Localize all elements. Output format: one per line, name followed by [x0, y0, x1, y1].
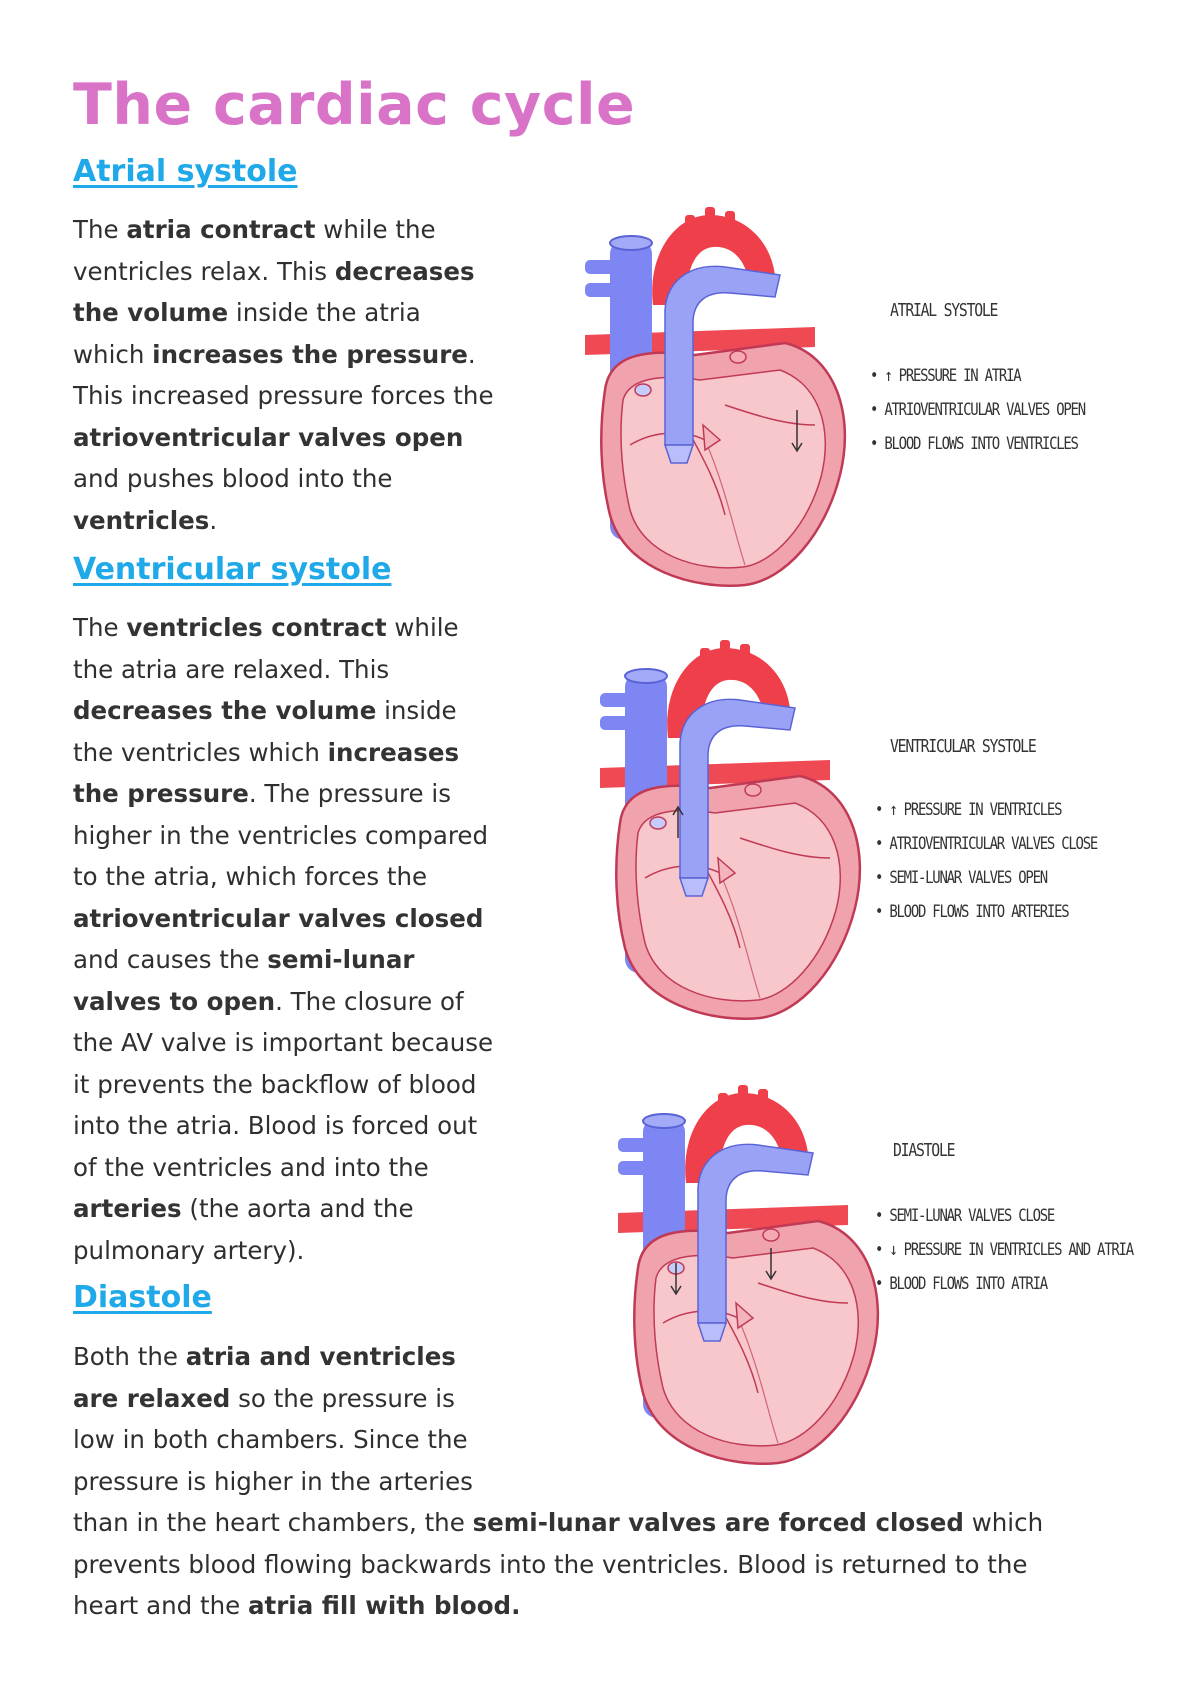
- paragraph-line: [73, 292, 494, 334]
- text-run: Both the: [73, 1342, 186, 1371]
- figure-bullet: • ↑ PRESSURE IN ATRIA: [870, 366, 1021, 386]
- paragraph-line: [73, 500, 494, 542]
- paragraph-line: [73, 1544, 1043, 1586]
- text-run: than in the heart chambers, the: [73, 1508, 473, 1537]
- text-run: heart and the: [73, 1591, 248, 1620]
- paragraph-line: [73, 1585, 1043, 1627]
- paragraph-line: [73, 1461, 1043, 1503]
- paragraph-line: [73, 815, 493, 857]
- paragraph-line: [73, 898, 493, 940]
- text-run: The: [73, 613, 127, 642]
- paragraph-line: [73, 251, 494, 293]
- paragraph-line: [73, 1105, 493, 1147]
- text-run: the ventricles which: [73, 737, 328, 767]
- text-run: to the atria, which forces the: [73, 862, 428, 891]
- text-run: prevents blood flowing backwards into the ventricles. Blood is returned to the: [73, 1549, 1028, 1579]
- paragraph-line: [73, 417, 494, 459]
- paragraph-line: [73, 1230, 493, 1272]
- text-run: while the: [315, 215, 436, 244]
- text-run: (the aorta and the: [181, 1194, 414, 1223]
- text-run: inside the atria: [228, 298, 421, 327]
- text-run: which: [73, 339, 153, 369]
- figure-bullet: • ↓ PRESSURE IN VENTRICLES AND ATRIA: [875, 1240, 1133, 1260]
- paragraph-line: [73, 334, 494, 376]
- text-run: higher in the ventricles compared: [73, 820, 489, 850]
- bold-text: semi-lunar valves are forced closed: [472, 1508, 964, 1537]
- bold-text: increases the pressure: [152, 339, 468, 369]
- figure-bullet: • ↑ PRESSURE IN VENTRICLES: [875, 800, 1062, 820]
- paragraph-line: [73, 939, 493, 981]
- paragraph-line: [73, 209, 494, 251]
- paragraph-line: [73, 1336, 1043, 1378]
- text-run: so the pressure is: [230, 1383, 455, 1413]
- text-run: pulmonary artery).: [73, 1235, 305, 1265]
- heart-diagram-diastole: [618, 1093, 888, 1473]
- paragraph-line: [73, 649, 493, 691]
- paragraph-atrial-systole: [73, 209, 494, 541]
- paragraph-line: [73, 1502, 1043, 1544]
- text-run: the atria are relaxed. This: [73, 654, 390, 684]
- paragraph-line: [73, 1147, 493, 1189]
- paragraph-line: [73, 1022, 493, 1064]
- figure-bullet: • ATRIOVENTRICULAR VALVES CLOSE: [875, 834, 1098, 854]
- heading-atrial-systole: Atrial systole: [73, 154, 298, 189]
- figure-title-diastole: DIASTOLE: [893, 1140, 955, 1161]
- bold-text: atria and ventricles: [185, 1342, 456, 1371]
- bold-text: ventricles: [73, 505, 210, 535]
- text-run: of the ventricles and into the: [73, 1152, 429, 1182]
- figure-bullet: • SEMI-LUNAR VALVES CLOSE: [875, 1206, 1055, 1226]
- figure-title-ventricular-systole: VENTRICULAR SYSTOLE: [890, 736, 1036, 757]
- paragraph-line: [73, 690, 493, 732]
- bold-text: atrioventricular valves closed: [73, 903, 484, 933]
- bold-text: atrioventricular valves open: [73, 422, 464, 452]
- figure-bullet: • ATRIOVENTRICULAR VALVES OPEN: [870, 400, 1085, 420]
- bold-text: decreases the volume: [73, 696, 377, 725]
- heart-diagram-ventricular-systole: [600, 648, 870, 1028]
- figure-bullet: • SEMI-LUNAR VALVES OPEN: [875, 868, 1047, 888]
- text-run: and causes the: [73, 945, 268, 974]
- bold-text: ventricles contract: [126, 613, 387, 642]
- page-title: The cardiac cycle: [73, 72, 636, 138]
- paragraph-line: [73, 1419, 1043, 1461]
- text-run: . The closure of: [275, 986, 464, 1016]
- paragraph-line: [73, 856, 493, 898]
- figure-bullet: • BLOOD FLOWS INTO ARTERIES: [875, 902, 1069, 922]
- text-run: . The pressure is: [248, 779, 451, 808]
- bold-text: atria contract: [126, 215, 316, 244]
- text-run: pressure is higher in the arteries: [73, 1466, 473, 1496]
- text-run: it prevents the backflow of blood: [73, 1069, 477, 1099]
- paragraph-line: [73, 1378, 1043, 1420]
- bold-text: are relaxed: [73, 1383, 231, 1413]
- text-run: This increased pressure forces the: [73, 381, 494, 410]
- text-run: .: [467, 339, 476, 369]
- text-run: which: [963, 1508, 1044, 1537]
- bold-text: semi-lunar: [267, 945, 415, 974]
- text-run: the AV valve is important because: [73, 1028, 494, 1057]
- figure-bullet: • BLOOD FLOWS INTO VENTRICLES: [870, 434, 1078, 454]
- figure-title-atrial-systole: ATRIAL SYSTOLE: [890, 300, 998, 321]
- text-run: while: [386, 613, 459, 642]
- paragraph-ventricular-systole: [73, 607, 493, 1271]
- text-run: ventricles relax. This: [73, 256, 335, 286]
- paragraph-diastole: [73, 1336, 1043, 1627]
- heading-diastole: Diastole: [73, 1280, 212, 1315]
- paragraph-line: [73, 773, 493, 815]
- text-run: inside: [376, 696, 457, 725]
- bold-text: the volume: [73, 298, 229, 327]
- paragraph-line: [73, 607, 493, 649]
- paragraph-line: [73, 1188, 493, 1230]
- bold-text: decreases: [334, 256, 475, 286]
- bold-text: atria fill with blood.: [247, 1591, 521, 1620]
- figure-bullet: • BLOOD FLOWS INTO ATRIA: [875, 1274, 1047, 1294]
- paragraph-line: [73, 1064, 493, 1106]
- bold-text: arteries: [73, 1194, 182, 1223]
- paragraph-line: [73, 732, 493, 774]
- heading-ventricular-systole: Ventricular systole: [73, 552, 392, 587]
- text-run: .: [209, 505, 218, 535]
- paragraph-line: [73, 375, 494, 417]
- bold-text: increases: [327, 737, 460, 767]
- paragraph-line: [73, 458, 494, 500]
- text-run: into the atria. Blood is forced out: [73, 1111, 478, 1140]
- bold-text: the pressure: [73, 779, 249, 808]
- text-run: The: [73, 215, 127, 244]
- heart-diagram-atrial-systole: [585, 215, 855, 595]
- paragraph-line: [73, 981, 493, 1023]
- bold-text: valves to open: [73, 986, 276, 1016]
- text-run: and pushes blood into the: [73, 464, 393, 493]
- text-run: low in both chambers. Since the: [73, 1425, 468, 1454]
